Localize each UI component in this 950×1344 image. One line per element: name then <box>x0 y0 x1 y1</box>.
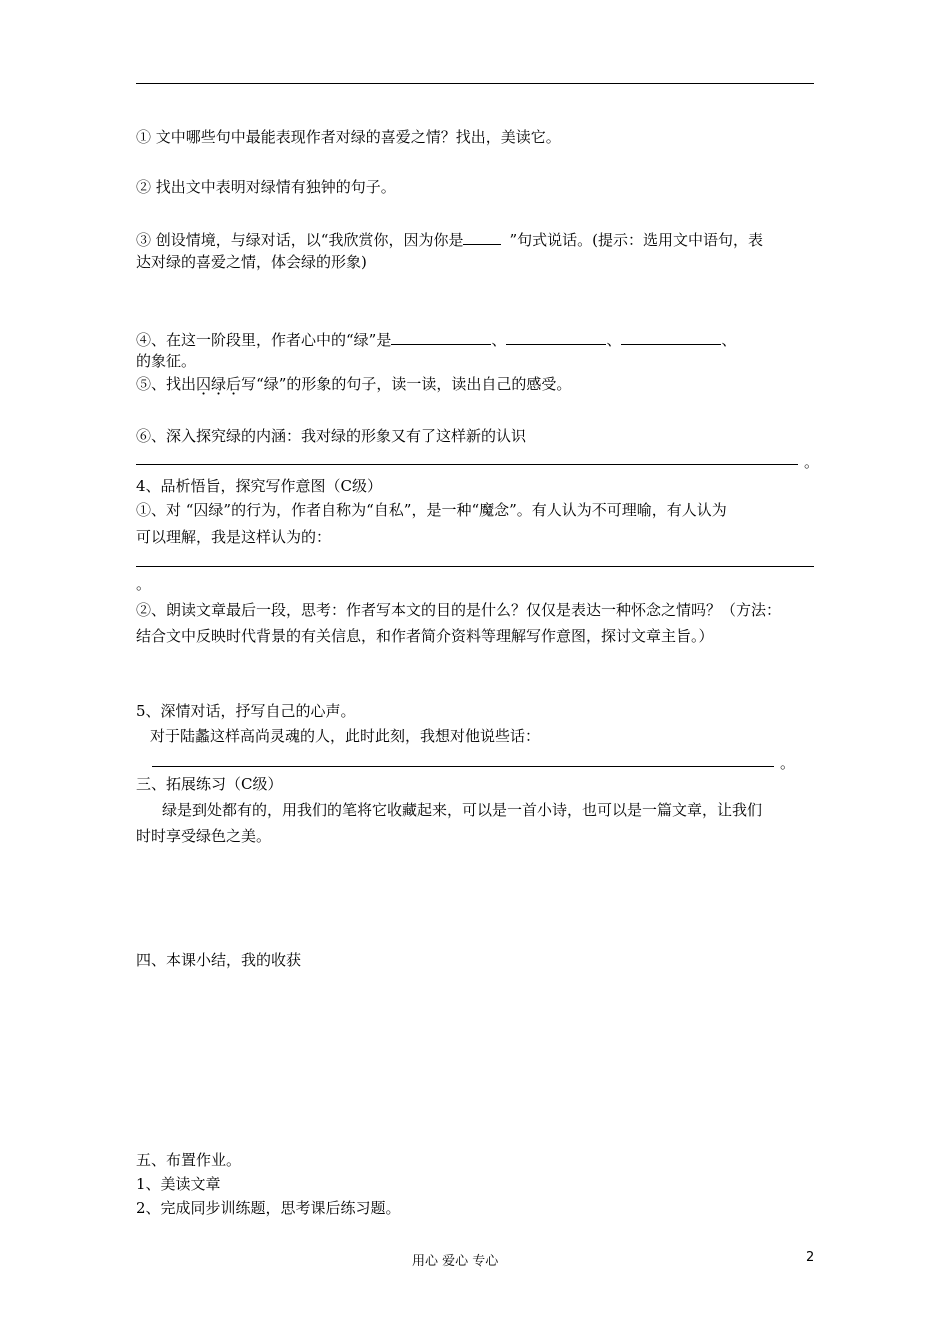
homework-title: 五、布置作业。 <box>136 1151 242 1169</box>
period: 。 <box>804 453 820 471</box>
question-3-line-1 <box>136 228 763 250</box>
extension-title: 三、拓展练习（C级） <box>136 775 283 793</box>
page-number: 2 <box>806 1250 815 1265</box>
question-1: ① 文中哪些句中最能表现作者对绿的喜爱之情？找出，美读它。 <box>136 128 561 146</box>
period: 。 <box>780 754 796 772</box>
answer-blank <box>391 328 491 345</box>
dotted-char: 绿 <box>211 375 227 393</box>
answer-blank <box>621 328 721 345</box>
separator: 、 <box>491 331 507 349</box>
section-4-para-2b: 结合文中反映时代背景的有关信息，和作者简介资料等理解写作意图，探讨文章主旨。） <box>136 627 714 645</box>
homework-item-2: 2、完成同步训练题，思考课后练习题。 <box>136 1199 401 1217</box>
section-5-title: 5、深情对话，抒写自己的心声。 <box>136 702 356 720</box>
answer-blank <box>463 228 501 245</box>
answer-blank <box>506 328 606 345</box>
footer-slogan: 用心 爱心 专心 <box>412 1254 499 1269</box>
section-4-para-2a: ②、朗读文章最后一段，思考：作者写本文的目的是什么？仅仅是表达一种怀念之情吗？（方法： <box>136 601 782 619</box>
answer-line <box>136 566 814 567</box>
homework-item-1: 1、美读文章 <box>136 1175 221 1193</box>
period: 。 <box>136 575 152 593</box>
question-3-line-2: 达对绿的喜爱之情，体会绿的形象) <box>136 253 367 271</box>
extension-para-2: 时时享受绿色之美。 <box>136 827 272 845</box>
section-4-para-1a: ①、对 “囚绿”的行为，作者自称为“自私”，是一种“魔念”。有人认为不可理喻，有人认为 <box>136 501 727 519</box>
question-2: ② 找出文中表明对绿情有独钟的句子。 <box>136 178 396 196</box>
header-rule <box>136 83 814 84</box>
dotted-char: 囚 <box>196 375 212 393</box>
dotted-char: 后 <box>226 375 242 393</box>
question-3-text-a: ③ 创设情境，与绿对话，以“我欣赏你，因为你是 <box>136 231 464 249</box>
summary-title: 四、本课小结，我的收获 <box>136 951 302 969</box>
question-5-pre: ⑤、找出 <box>136 375 197 393</box>
question-4-line-1 <box>136 328 736 350</box>
section-4-title: 4、品析悟旨，探究写作意图（C级） <box>136 477 383 495</box>
question-4-text-a: ④、在这一阶段里，作者心中的“绿”是 <box>136 331 392 349</box>
extension-para-1: 绿是到处都有的，用我们的笔将它收藏起来，可以是一首小诗，也可以是一篇文章，让我们 <box>162 801 763 819</box>
answer-line <box>136 464 798 465</box>
question-4-line-2: 的象征。 <box>136 352 197 370</box>
question-5 <box>136 374 571 394</box>
question-6: ⑥、深入探究绿的内涵：我对绿的形象又有了这样新的认识 <box>136 427 527 445</box>
answer-line <box>152 766 774 767</box>
section-4-para-1b: 可以理解，我是这样认为的： <box>136 528 332 546</box>
question-3-text-b: ”句式说话。(提示：选用文中语句，表 <box>509 231 763 249</box>
separator: 、 <box>721 331 737 349</box>
separator: 、 <box>606 331 622 349</box>
question-5-post: 写“绿”的形象的句子，读一读，读出自己的感受。 <box>241 375 572 393</box>
section-5-text: 对于陆蠡这样高尚灵魂的人，此时此刻，我想对他说些话： <box>150 727 541 745</box>
